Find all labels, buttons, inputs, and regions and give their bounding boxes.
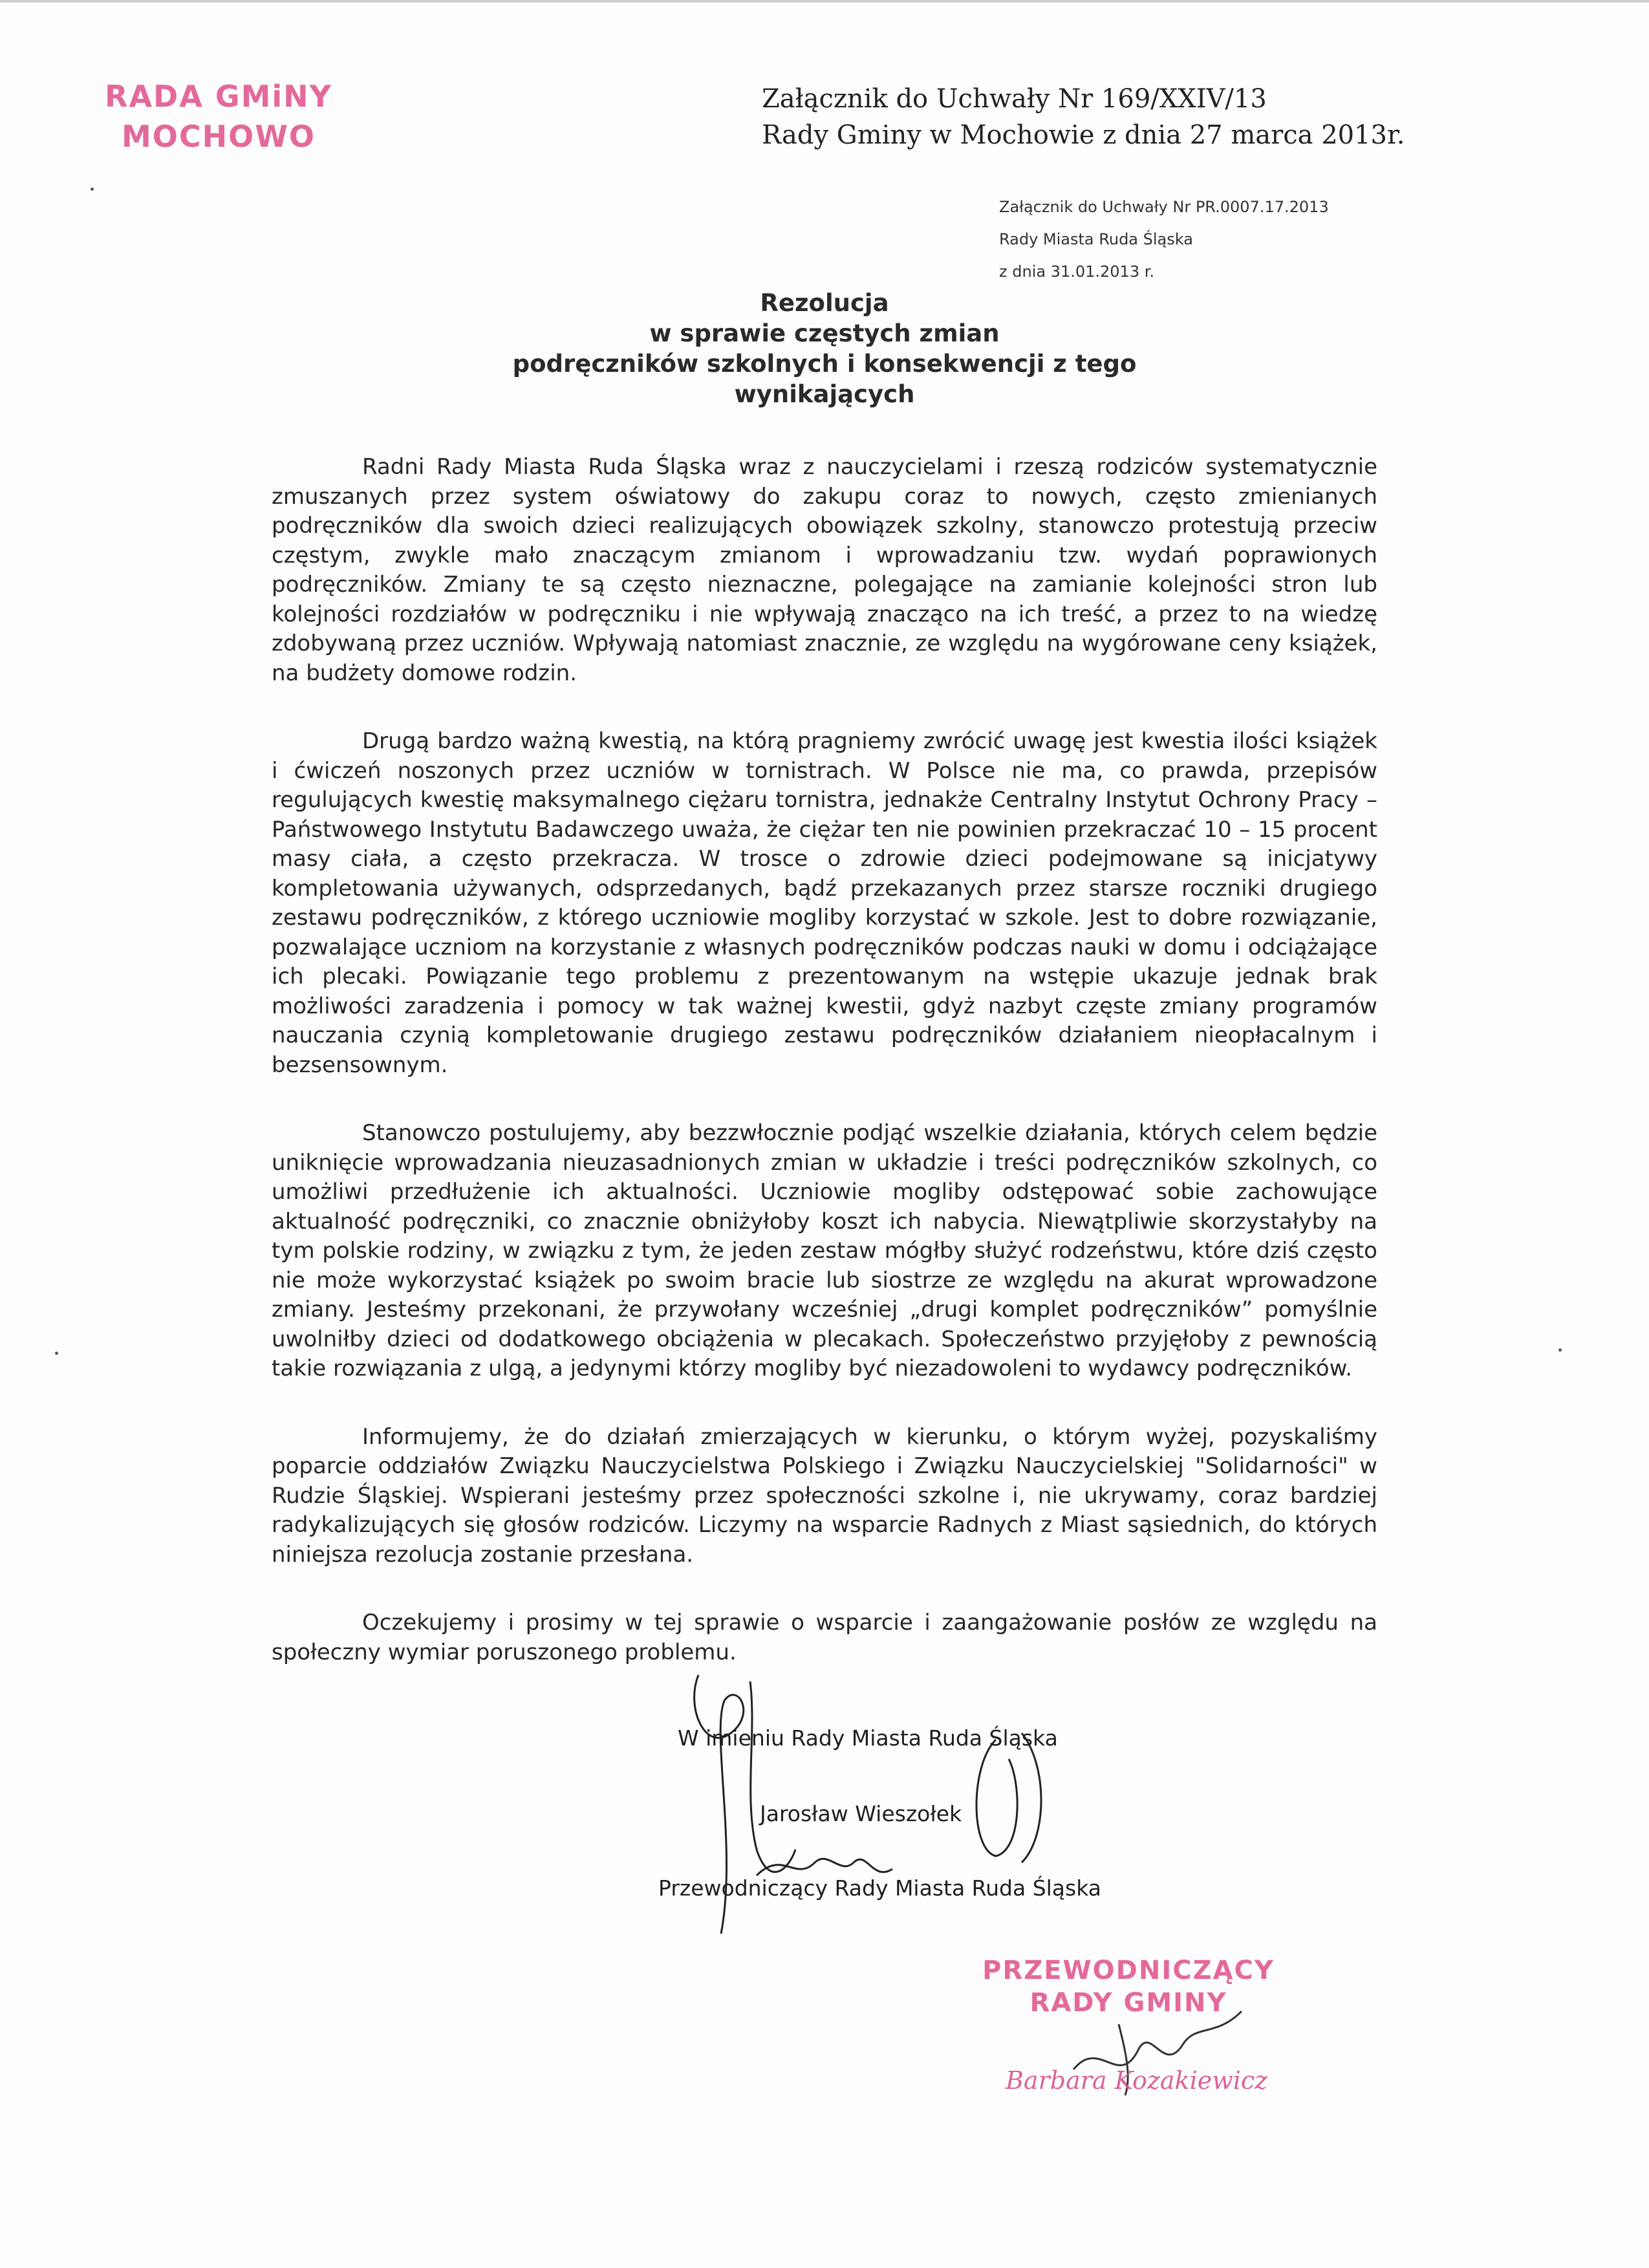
attachment-ruda-line-1: Załącznik do Uchwały Nr PR.0007.17.2013 (999, 198, 1329, 216)
council-stamp-top (83, 76, 354, 157)
signature-title: Przewodniczący Rady Miasta Ruda Śląska (658, 1875, 1101, 1901)
title-line-1: Rezolucja (760, 289, 889, 317)
chairman-stamp-line-1: PRZEWODNICZĄCY (982, 1956, 1275, 1985)
stamp-line-2: MOCHOWO (121, 119, 316, 154)
signature-line-on-behalf: W imieniu Rady Miasta Ruda Śląska (678, 1725, 1058, 1751)
paragraph-2: Drugą bardzo ważną kwestią, na którą pragniemy zwrócić uwagę jest kwestia ilości książek i ćwiczeń noszonych przez uczniów w tornistrach. W Polsce nie ma, co prawda, przepisów regulujących kwestię maksymalnego ciężaru tornistra, jednakże Centralny Instytut Ochrony Pracy – Państwowego Instytutu Badawczego uważa, że ciężar ten nie powinien przekraczać 10 – 15 procent masy ciała, a często przekracza. W trosce o zdrowie dzieci podejmowane są inicjatywy kompletowania używanych, odsprzedanych, bądź przekazanych przez starsze roczniki drugiego zestawu podręczników, z którego uczniowie mogliby korzystać w szkole. Jest to dobre rozwiązanie, pozwalające uczniom na korzystanie z własnych podręczników podczas nauki w domu i odciążające ich plecaki. Powiązanie tego problemu z prezentowanym na wstępie ukazuje jednak brak możliwości zaradzenia i pomocy w tak ważnej kwestii, gdyż nazbyt częste zmiany programów nauczania czynią kompletowanie drugiego zestawu podręczników działaniem nieopłacalnym i bezsensownym. (272, 728, 1377, 1078)
title-line-4: wynikających (734, 380, 915, 408)
attachment-mochowo-line-1: Załącznik do Uchwały Nr 169/XXIV/13 (762, 84, 1267, 114)
attachment-note-ruda (999, 191, 1329, 288)
paragraph-3: Stanowczo postulujemy, aby bezzwłocznie podjąć wszelkie działania, których celem będzie uniknięcie wprowadzania nieuzasadnionych zmian w układzie i treści podręczników szkolnych, co umożliwi przedłużenie ich aktualności. Uczniowie mogliby odstępować sobie zachowujące aktualność podręczniki, co znacznie obniżyłoby koszt ich nabycia. Niewątpliwie skorzystałyby na tym polskie rodziny, w związku z tym, że jeden zestaw mógłby służyć rodzeństwu, które dziś często nie może wykorzystać książek po swoim bracie lub siostrze ze względu na akurat wprowadzone zmiany. Jesteśmy przekonani, że przywołany wcześniej „drugi komplet podręczników” pomyślnie uwolniłby dzieci od dodatkowego obciążenia w plecakach. Społeczeństwo przyjęłoby z pewnością takie rozwiązania z ulgą, a jedynymi którzy mogliby być niezadowoleni to wydawcy podręczników. (272, 1120, 1377, 1381)
paragraph-4: Informujemy, że do działań zmierzających w kierunku, o którym wyżej, pozyskaliśmy poparcie oddziałów Związku Nauczycielstwa Polskiego i Związku Nauczycielskiej "Solidarności" w Rudzie Śląskiej. Wspierani jesteśmy przez społeczności szkolne i, nie ukrywamy, coraz bardziej radykalizujących się głosów rodziców. Liczymy na wsparcie Radnych z Miast sąsiednich, do których niniejsza rezolucja zostanie przesłana. (272, 1423, 1377, 1568)
scan-edge (0, 0, 1649, 3)
title-line-3: podręczników szkolnych i konsekwencji z tego (512, 350, 1137, 378)
signature-name: Jarosław Wieszołek (760, 1801, 962, 1826)
title-line-2: w sprawie częstych zmian (649, 319, 1000, 347)
chairman-stamp-line-2: RADY GMINY (1029, 1988, 1227, 2018)
stamp-line-1: RADA GMiNY (105, 79, 332, 114)
chairman-stamp-name: Barbara Kozakiewicz (1006, 2066, 1268, 2095)
scan-speck (91, 188, 94, 191)
resolution-body (272, 453, 1377, 1706)
scan-speck (55, 1352, 58, 1355)
attachment-ruda-line-2: Rady Miasta Ruda Śląska (999, 230, 1193, 248)
attachment-mochowo-line-2: Rady Gminy w Mochowie z dnia 27 marca 2013r. (762, 120, 1405, 150)
paragraph-1: Radni Rady Miasta Ruda Śląska wraz z nauczycielami i rzeszą rodziców systematycznie zmuszanych przez system oświatowy do zakupu coraz to nowych, często zmienianych podręczników dla swoich dzieci realizujących obowiązek szkolny, stanowczo protestują przeciw częstym, zwykle mało znaczącym zmianom i wprowadzaniu tzw. wydań poprawionych podręczników. Zmiany te są często nieznaczne, polegające na zamianie kolejności stron lub kolejności rozdziałów w podręczniku i nie wpływają znacząco na ich treść, a przez to na wiedzę zdobywaną przez uczniów. Wpływają natomiast znacznie, ze względu na wygórowane ceny książek, na budżety domowe rodzin. (272, 454, 1377, 686)
resolution-title (388, 288, 1261, 409)
scan-speck (1558, 1348, 1562, 1352)
paragraph-5: Oczekujemy i prosimy w tej sprawie o wsparcie i zaangażowanie posłów ze względu na społeczny wymiar poruszonego problemu. (272, 1610, 1377, 1665)
attachment-note-mochowo (762, 81, 1405, 153)
attachment-ruda-line-3: z dnia 31.01.2013 r. (999, 263, 1155, 281)
